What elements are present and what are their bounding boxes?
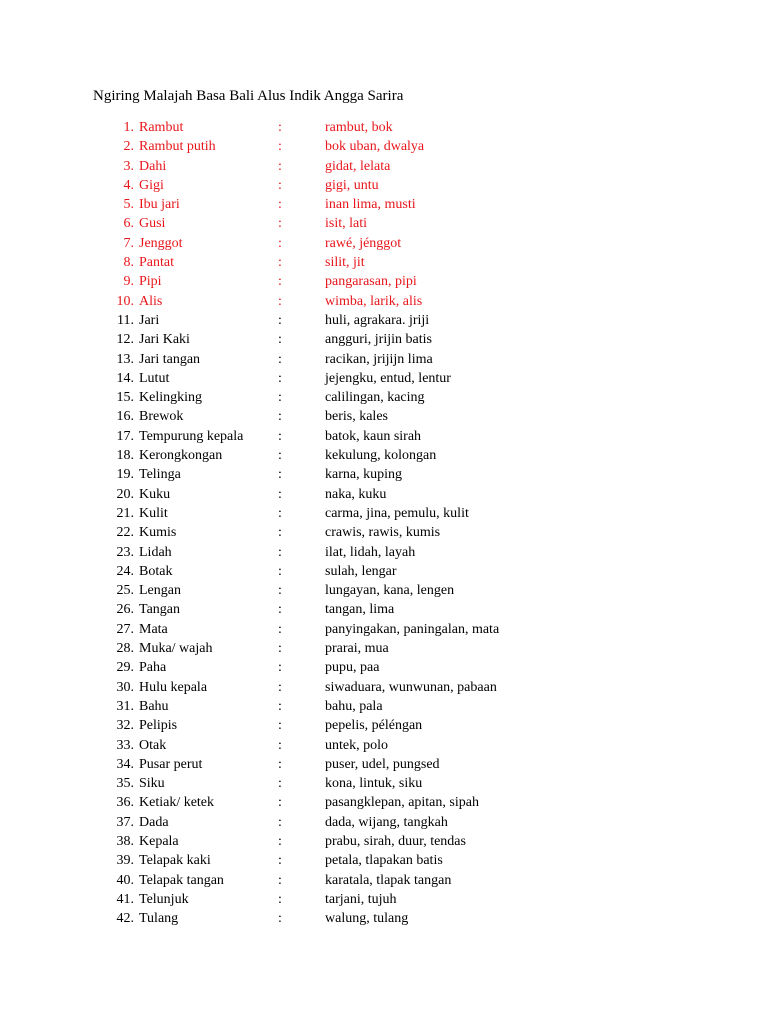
list-item bbox=[0, 253, 768, 272]
entry-translation: pepelis, péléngan bbox=[325, 718, 423, 734]
list-item bbox=[0, 678, 768, 697]
entry-term: Ketiak/ ketek bbox=[139, 795, 215, 811]
list-item bbox=[0, 504, 768, 523]
entry-separator: : bbox=[278, 891, 282, 907]
list-item bbox=[0, 118, 768, 137]
entry-translation: silit, jit bbox=[325, 255, 365, 271]
entry-term: Hulu kepala bbox=[139, 679, 208, 695]
entry-separator: : bbox=[278, 737, 282, 753]
entry-number: 39. bbox=[116, 853, 134, 869]
entry-number: 22. bbox=[116, 525, 134, 541]
entry-separator: : bbox=[278, 602, 282, 618]
list-item bbox=[0, 176, 768, 195]
entry-separator: : bbox=[278, 853, 282, 869]
entry-number: 18. bbox=[116, 448, 134, 464]
list-item bbox=[0, 600, 768, 619]
entry-translation: walung, tulang bbox=[325, 911, 409, 927]
entry-number: 29. bbox=[116, 660, 134, 676]
list-item bbox=[0, 774, 768, 793]
list-item bbox=[0, 871, 768, 890]
entry-separator: : bbox=[278, 448, 282, 464]
entry-translation: bok uban, dwalya bbox=[325, 139, 425, 155]
list-item bbox=[0, 890, 768, 909]
entry-term: Pelipis bbox=[139, 718, 178, 734]
list-item bbox=[0, 658, 768, 677]
entry-term: Dada bbox=[139, 814, 169, 830]
entry-separator: : bbox=[278, 235, 282, 251]
entry-separator: : bbox=[278, 120, 282, 135]
entry-separator: : bbox=[278, 795, 282, 811]
list-item bbox=[0, 465, 768, 484]
entry-separator: : bbox=[278, 390, 282, 406]
entry-number: 8. bbox=[123, 255, 134, 271]
entry-translation: naka, kuku bbox=[325, 486, 387, 502]
entry-translation: untek, polo bbox=[325, 737, 388, 753]
entry-separator: : bbox=[278, 776, 282, 792]
list-item bbox=[0, 446, 768, 465]
entry-separator: : bbox=[278, 525, 282, 541]
entry-separator: : bbox=[278, 583, 282, 599]
entry-translation: lungayan, kana, lengen bbox=[325, 583, 455, 599]
entry-term: Jari Kaki bbox=[139, 332, 190, 348]
vocabulary-list bbox=[0, 118, 768, 928]
entry-translation: siwaduara, wunwunan, pabaan bbox=[325, 679, 497, 695]
entry-separator: : bbox=[278, 312, 282, 328]
list-item bbox=[0, 793, 768, 812]
entry-term: Alis bbox=[139, 293, 163, 309]
entry-number: 34. bbox=[116, 756, 134, 772]
entry-translation: bahu, pala bbox=[325, 698, 383, 714]
entry-translation: prarai, mua bbox=[325, 641, 389, 657]
document-title: Ngiring Malajah Basa Bali Alus Indik Angga Sarira bbox=[93, 88, 404, 104]
entry-translation: puser, udel, pungsed bbox=[325, 756, 440, 772]
entry-number: 3. bbox=[123, 158, 134, 174]
entry-number: 23. bbox=[116, 544, 134, 560]
entry-separator: : bbox=[278, 293, 282, 309]
entry-translation: panyingakan, paningalan, mata bbox=[325, 621, 500, 637]
entry-translation: rawé, jénggot bbox=[325, 235, 402, 251]
list-item bbox=[0, 407, 768, 426]
entry-translation: ilat, lidah, layah bbox=[325, 544, 416, 560]
entry-term: Jari tangan bbox=[139, 351, 201, 367]
entry-number: 4. bbox=[123, 177, 134, 193]
entry-separator: : bbox=[278, 911, 282, 927]
list-item bbox=[0, 736, 768, 755]
list-item bbox=[0, 523, 768, 542]
entry-term: Bahu bbox=[139, 698, 169, 714]
entry-term: Kelingking bbox=[139, 390, 202, 406]
entry-term: Lengan bbox=[139, 583, 181, 599]
entry-separator: : bbox=[278, 216, 282, 232]
entry-term: Pipi bbox=[139, 274, 162, 290]
entry-number: 12. bbox=[116, 332, 134, 348]
entry-separator: : bbox=[278, 621, 282, 637]
entry-separator: : bbox=[278, 467, 282, 483]
entry-separator: : bbox=[278, 563, 282, 579]
entry-number: 21. bbox=[116, 505, 134, 521]
entry-separator: : bbox=[278, 139, 282, 155]
entry-term: Gusi bbox=[139, 216, 166, 232]
entry-number: 19. bbox=[116, 467, 134, 483]
entry-separator: : bbox=[278, 505, 282, 521]
entry-translation: tarjani, tujuh bbox=[325, 891, 397, 907]
entry-term: Lutut bbox=[139, 370, 170, 386]
entry-number: 15. bbox=[116, 390, 134, 406]
list-item bbox=[0, 620, 768, 639]
entry-term: Jari bbox=[139, 312, 160, 328]
entry-number: 25. bbox=[116, 583, 134, 599]
entry-separator: : bbox=[278, 255, 282, 271]
entry-separator: : bbox=[278, 351, 282, 367]
entry-number: 13. bbox=[116, 351, 134, 367]
list-item bbox=[0, 311, 768, 330]
list-item bbox=[0, 755, 768, 774]
list-item bbox=[0, 350, 768, 369]
entry-translation: gigi, untu bbox=[325, 177, 379, 193]
entry-separator: : bbox=[278, 486, 282, 502]
entry-term: Telinga bbox=[139, 467, 181, 483]
entry-separator: : bbox=[278, 679, 282, 695]
entry-separator: : bbox=[278, 660, 282, 676]
entry-translation: batok, kaun sirah bbox=[325, 428, 422, 444]
list-item bbox=[0, 292, 768, 311]
entry-number: 5. bbox=[123, 197, 134, 213]
list-item bbox=[0, 851, 768, 870]
entry-separator: : bbox=[278, 718, 282, 734]
entry-translation: pupu, paa bbox=[325, 660, 380, 676]
entry-number: 35. bbox=[116, 776, 134, 792]
list-item bbox=[0, 813, 768, 832]
entry-term: Dahi bbox=[139, 158, 167, 174]
list-item bbox=[0, 195, 768, 214]
entry-number: 1. bbox=[123, 120, 134, 135]
entry-term: Kerongkongan bbox=[139, 448, 223, 464]
entry-separator: : bbox=[278, 332, 282, 348]
entry-translation: sulah, lengar bbox=[325, 563, 397, 579]
entry-term: Rambut bbox=[139, 120, 184, 135]
entry-translation: isit, lati bbox=[325, 216, 367, 232]
entry-separator: : bbox=[278, 833, 282, 849]
entry-separator: : bbox=[278, 756, 282, 772]
entry-number: 30. bbox=[116, 679, 134, 695]
entry-term: Tulang bbox=[139, 911, 179, 927]
entry-separator: : bbox=[278, 698, 282, 714]
entry-translation: karatala, tlapak tangan bbox=[325, 872, 452, 888]
entry-translation: calilingan, kacing bbox=[325, 390, 425, 406]
list-item bbox=[0, 832, 768, 851]
list-item bbox=[0, 214, 768, 233]
entry-translation: beris, kales bbox=[325, 409, 388, 425]
list-item bbox=[0, 909, 768, 928]
entry-separator: : bbox=[278, 177, 282, 193]
entry-term: Mata bbox=[139, 621, 168, 637]
list-item bbox=[0, 562, 768, 581]
entry-number: 40. bbox=[116, 872, 134, 888]
entry-separator: : bbox=[278, 872, 282, 888]
list-item bbox=[0, 639, 768, 658]
entry-number: 37. bbox=[116, 814, 134, 830]
entry-separator: : bbox=[278, 274, 282, 290]
entry-separator: : bbox=[278, 814, 282, 830]
list-item bbox=[0, 369, 768, 388]
list-item bbox=[0, 330, 768, 349]
entry-translation: karna, kuping bbox=[325, 467, 402, 483]
entry-term: Pantat bbox=[139, 255, 174, 271]
entry-number: 9. bbox=[123, 274, 134, 290]
entry-term: Rambut putih bbox=[139, 139, 216, 155]
entry-term: Telapak tangan bbox=[139, 872, 224, 888]
entry-translation: wimba, larik, alis bbox=[325, 293, 423, 309]
entry-term: Kepala bbox=[139, 833, 179, 849]
entry-number: 27. bbox=[116, 621, 134, 637]
entry-term: Telunjuk bbox=[139, 891, 189, 907]
entry-number: 31. bbox=[116, 698, 134, 714]
entry-translation: rambut, bok bbox=[325, 120, 393, 135]
list-item bbox=[0, 543, 768, 562]
entry-translation: tangan, lima bbox=[325, 602, 395, 618]
entry-translation: carma, jina, pemulu, kulit bbox=[325, 505, 469, 521]
entry-term: Pusar perut bbox=[139, 756, 203, 772]
list-item bbox=[0, 272, 768, 291]
list-item bbox=[0, 234, 768, 253]
entry-term: Kumis bbox=[139, 525, 177, 541]
entry-term: Otak bbox=[139, 737, 167, 753]
entry-number: 11. bbox=[117, 312, 134, 328]
entry-term: Tangan bbox=[139, 602, 181, 618]
entry-translation: angguri, jrijin batis bbox=[325, 332, 432, 348]
entry-number: 20. bbox=[116, 486, 134, 502]
entry-term: Brewok bbox=[139, 409, 184, 425]
entry-number: 26. bbox=[116, 602, 134, 618]
entry-translation: gidat, lelata bbox=[325, 158, 391, 174]
entry-number: 41. bbox=[116, 891, 134, 907]
entry-translation: racikan, jrijijn lima bbox=[325, 351, 433, 367]
entry-number: 2. bbox=[123, 139, 134, 155]
entry-number: 36. bbox=[116, 795, 134, 811]
list-item bbox=[0, 157, 768, 176]
entry-translation: dada, wijang, tangkah bbox=[325, 814, 448, 830]
entry-number: 14. bbox=[116, 370, 134, 386]
entry-translation: petala, tlapakan batis bbox=[325, 853, 443, 869]
list-item bbox=[0, 581, 768, 600]
list-item bbox=[0, 716, 768, 735]
entry-term: Jenggot bbox=[139, 235, 183, 251]
entry-number: 7. bbox=[123, 235, 134, 251]
entry-number: 32. bbox=[116, 718, 134, 734]
list-item bbox=[0, 427, 768, 446]
entry-term: Kulit bbox=[139, 505, 168, 521]
entry-term: Botak bbox=[139, 563, 173, 579]
entry-translation: kekulung, kolongan bbox=[325, 448, 437, 464]
entry-number: 24. bbox=[116, 563, 134, 579]
list-item bbox=[0, 485, 768, 504]
entry-term: Siku bbox=[139, 776, 165, 792]
entry-translation: kona, lintuk, siku bbox=[325, 776, 423, 792]
entry-number: 17. bbox=[116, 428, 134, 444]
entry-separator: : bbox=[278, 544, 282, 560]
entry-term: Lidah bbox=[139, 544, 172, 560]
entry-number: 16. bbox=[116, 409, 134, 425]
entry-translation: inan lima, musti bbox=[325, 197, 416, 213]
entry-term: Gigi bbox=[139, 177, 164, 193]
entry-number: 6. bbox=[123, 216, 134, 232]
entry-translation: pangarasan, pipi bbox=[325, 274, 417, 290]
entry-term: Paha bbox=[139, 660, 167, 676]
entry-separator: : bbox=[278, 158, 282, 174]
list-item bbox=[0, 388, 768, 407]
entry-term: Muka/ wajah bbox=[139, 641, 213, 657]
entry-number: 10. bbox=[116, 293, 134, 309]
entry-separator: : bbox=[278, 641, 282, 657]
entry-number: 33. bbox=[116, 737, 134, 753]
entry-translation: jejengku, entud, lentur bbox=[325, 370, 451, 386]
entry-translation: huli, agrakara. jriji bbox=[325, 312, 430, 328]
entry-separator: : bbox=[278, 428, 282, 444]
entry-number: 38. bbox=[116, 833, 134, 849]
list-item bbox=[0, 137, 768, 156]
entry-term: Kuku bbox=[139, 486, 171, 502]
entry-translation: crawis, rawis, kumis bbox=[325, 525, 441, 541]
entry-term: Ibu jari bbox=[139, 197, 180, 213]
list-item bbox=[0, 697, 768, 716]
entry-separator: : bbox=[278, 409, 282, 425]
entry-number: 42. bbox=[116, 911, 134, 927]
entry-number: 28. bbox=[116, 641, 134, 657]
entry-translation: prabu, sirah, duur, tendas bbox=[325, 833, 466, 849]
entry-separator: : bbox=[278, 370, 282, 386]
entry-term: Telapak kaki bbox=[139, 853, 211, 869]
entry-separator: : bbox=[278, 197, 282, 213]
entry-term: Tempurung kepala bbox=[139, 428, 244, 444]
entry-translation: pasangklepan, apitan, sipah bbox=[325, 795, 479, 811]
